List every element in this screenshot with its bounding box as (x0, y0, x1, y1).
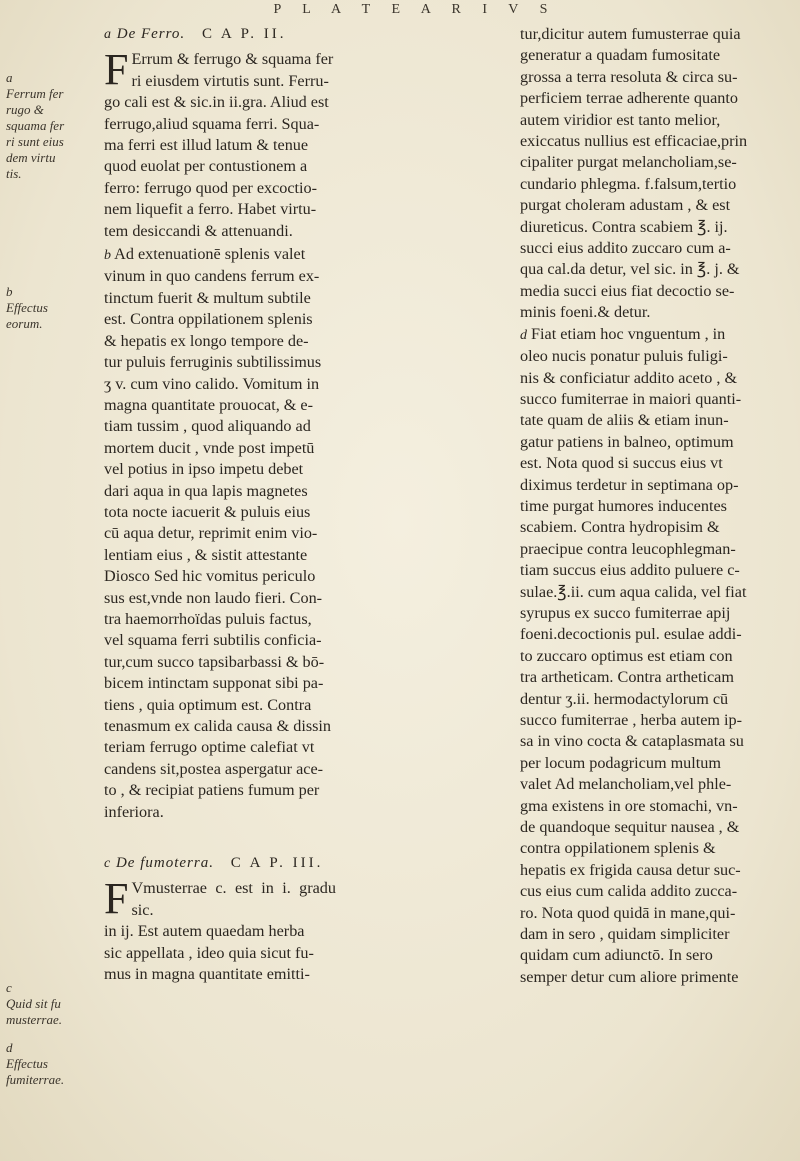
running-head: P L A T E A R I V S (273, 2, 557, 17)
para-letter: b (104, 248, 111, 264)
margin-text: Effectus eorum. (6, 300, 48, 331)
chapter-paragraph (104, 45, 336, 242)
margin-note-b (6, 284, 84, 332)
margin-letter: a (6, 70, 13, 85)
heading-letter: a (104, 27, 112, 42)
left-column (104, 24, 336, 985)
margin-letter: d (6, 1040, 13, 1055)
margin-letter: b (6, 284, 13, 299)
chapter-heading (104, 853, 336, 874)
margin-text: Ferrum fer rugo & squama fer ri sunt eius dem virtu tis. (6, 86, 65, 181)
paragraph-text: Errum & ferrugo & squama fer ri eiusdem virtutis sunt. Ferru- go cali est & sic.in ii.gra. Aliud est ferrugo,aliud squama ferri. Squa- ma ferri est illud latum & tenue quod euolat per contustionem a ferro: ferrugo quod per excoctio- nem liquefit a ferro. Habet virtu- tem desiccandi & attenuandi. (104, 50, 334, 240)
heading-letter: c (104, 856, 112, 872)
margin-note-d (6, 1040, 84, 1088)
chapter-number: C A P. II. (201, 26, 287, 42)
margin-note-a (6, 70, 84, 182)
paragraph-text: Fiat etiam hoc vnguentum , in oleo nucis ponatur puluis fuligi- nis & conficiatur addito aceto , & succo fumiterrae in maiori quanti- tate quam de aliis & etiam inun- gatur patiens in balneo, optimum est. Nota quod si succus eius vt diximus terdetur in septimana op- time purgat humores inducentes scabiem. Contra hydropisim & praecipue contra leucophlegman- tiam succus eius addito puluere c- sulae.℥.ii. cum aqua calida, vel fiat syrupus ex succo fumiterrae apij foeni.decoctionis pul. esulae addi- to zuccaro optimus est etiam con tra artheticam. Contra artheticam dentur ʒ.ii. hermodactylorum cū succo fumiterrae , herba autem ip- sa in vino cocta & cataplasmata su per locum podagricum multum valet Ad melancholiam,vel phle- gma existens in ore stomachi, vn- de quandoque sequitur nausea , & contra oppilationem splenis & hepatis ex frigida causa detur suc- cus eius cum calida addito zucca- ro. Nota quod quidā in mane,qui- dam in sero , quidam simpliciter quidam cum adiunctō. In sero semper detur cum aliore primente (520, 324, 747, 986)
chapter-title: De Ferro. (116, 26, 186, 42)
chapter-paragraph (104, 874, 336, 985)
chapter-heading (104, 24, 336, 45)
chapter-number: C A P. III. (230, 855, 324, 872)
chapter-title: De fumoterra. (115, 855, 214, 872)
drop-cap: F (104, 45, 129, 95)
paragraph-d (520, 324, 782, 989)
paragraph-b (104, 244, 336, 823)
margin-letter: c (6, 980, 12, 995)
para-letter: d (520, 327, 527, 343)
paragraph-text: Ad extenuationē splenis valet vinum in quo candens ferrum ex- tinctum fuerit & multum subtile est. Contra oppilationem splenis & hepatis ex longo tempore de- tur puluis ferruginis subtilissimus ʒ v. cum vino calido. Vomitum in magna quantitate prouocat, & e- tiam tussim , quod aliquando ad mortem ducit , vnde post impetū vel potius in ipso impetu debet dari aqua in qua lapis magnetes tota nocte iacuerit & puluis eius cū aqua detur, reprimit enim vio- lentiam eius , & sistit attestante Diosco Sed hic vomitus periculo sus est,vnde non laudo fieri. Con- tra haemorrhoïdas puluis factus, vel squama ferri subtilis conficia- tur,cum succo tapsibarbassi & bō- bicem intinctam supponat sibi pa- tiens , quia optimum est. Contra tenasmum ex calida causa & dissin teriam ferrugo optime calefiat vt candens sit,postea aspergatur ace- to , & recipiat patiens fumum per inferiora. (104, 245, 332, 821)
drop-cap: F (104, 874, 129, 924)
right-column (520, 24, 782, 988)
margin-text: Effectus fumiterrae. (6, 1056, 65, 1087)
paragraph-continued: tur,dicitur autem fumusterrae quia generatur a quadam fumositate grossa a terra resoluta & circa su- perficiem terrae adherente quanto autem viridior est tanto melior, exiccatus nullius est efficaciae,prin cipaliter purgat melancholiam,se- cundario phlegma. f.falsum,tertio purgat choleram adustam , & est diureticus. Contra scabiem ℥. ij. succi eius addito zuccaro cum a- qua cal.da detur, vel sic. in ℥. j. & media succi eius fiat decoctio se- minis foeni.& detur. (520, 25, 748, 322)
margin-note-c (6, 980, 84, 1028)
margin-text: Quid sit fu musterrae. (6, 996, 62, 1027)
paragraph-text: Vmusterrae c. est in i. gradu sic. in ij. Est autem quaedam herba sic appellata , ideo quia sicut fu- mus in magna quantitate emitti- (104, 879, 336, 984)
